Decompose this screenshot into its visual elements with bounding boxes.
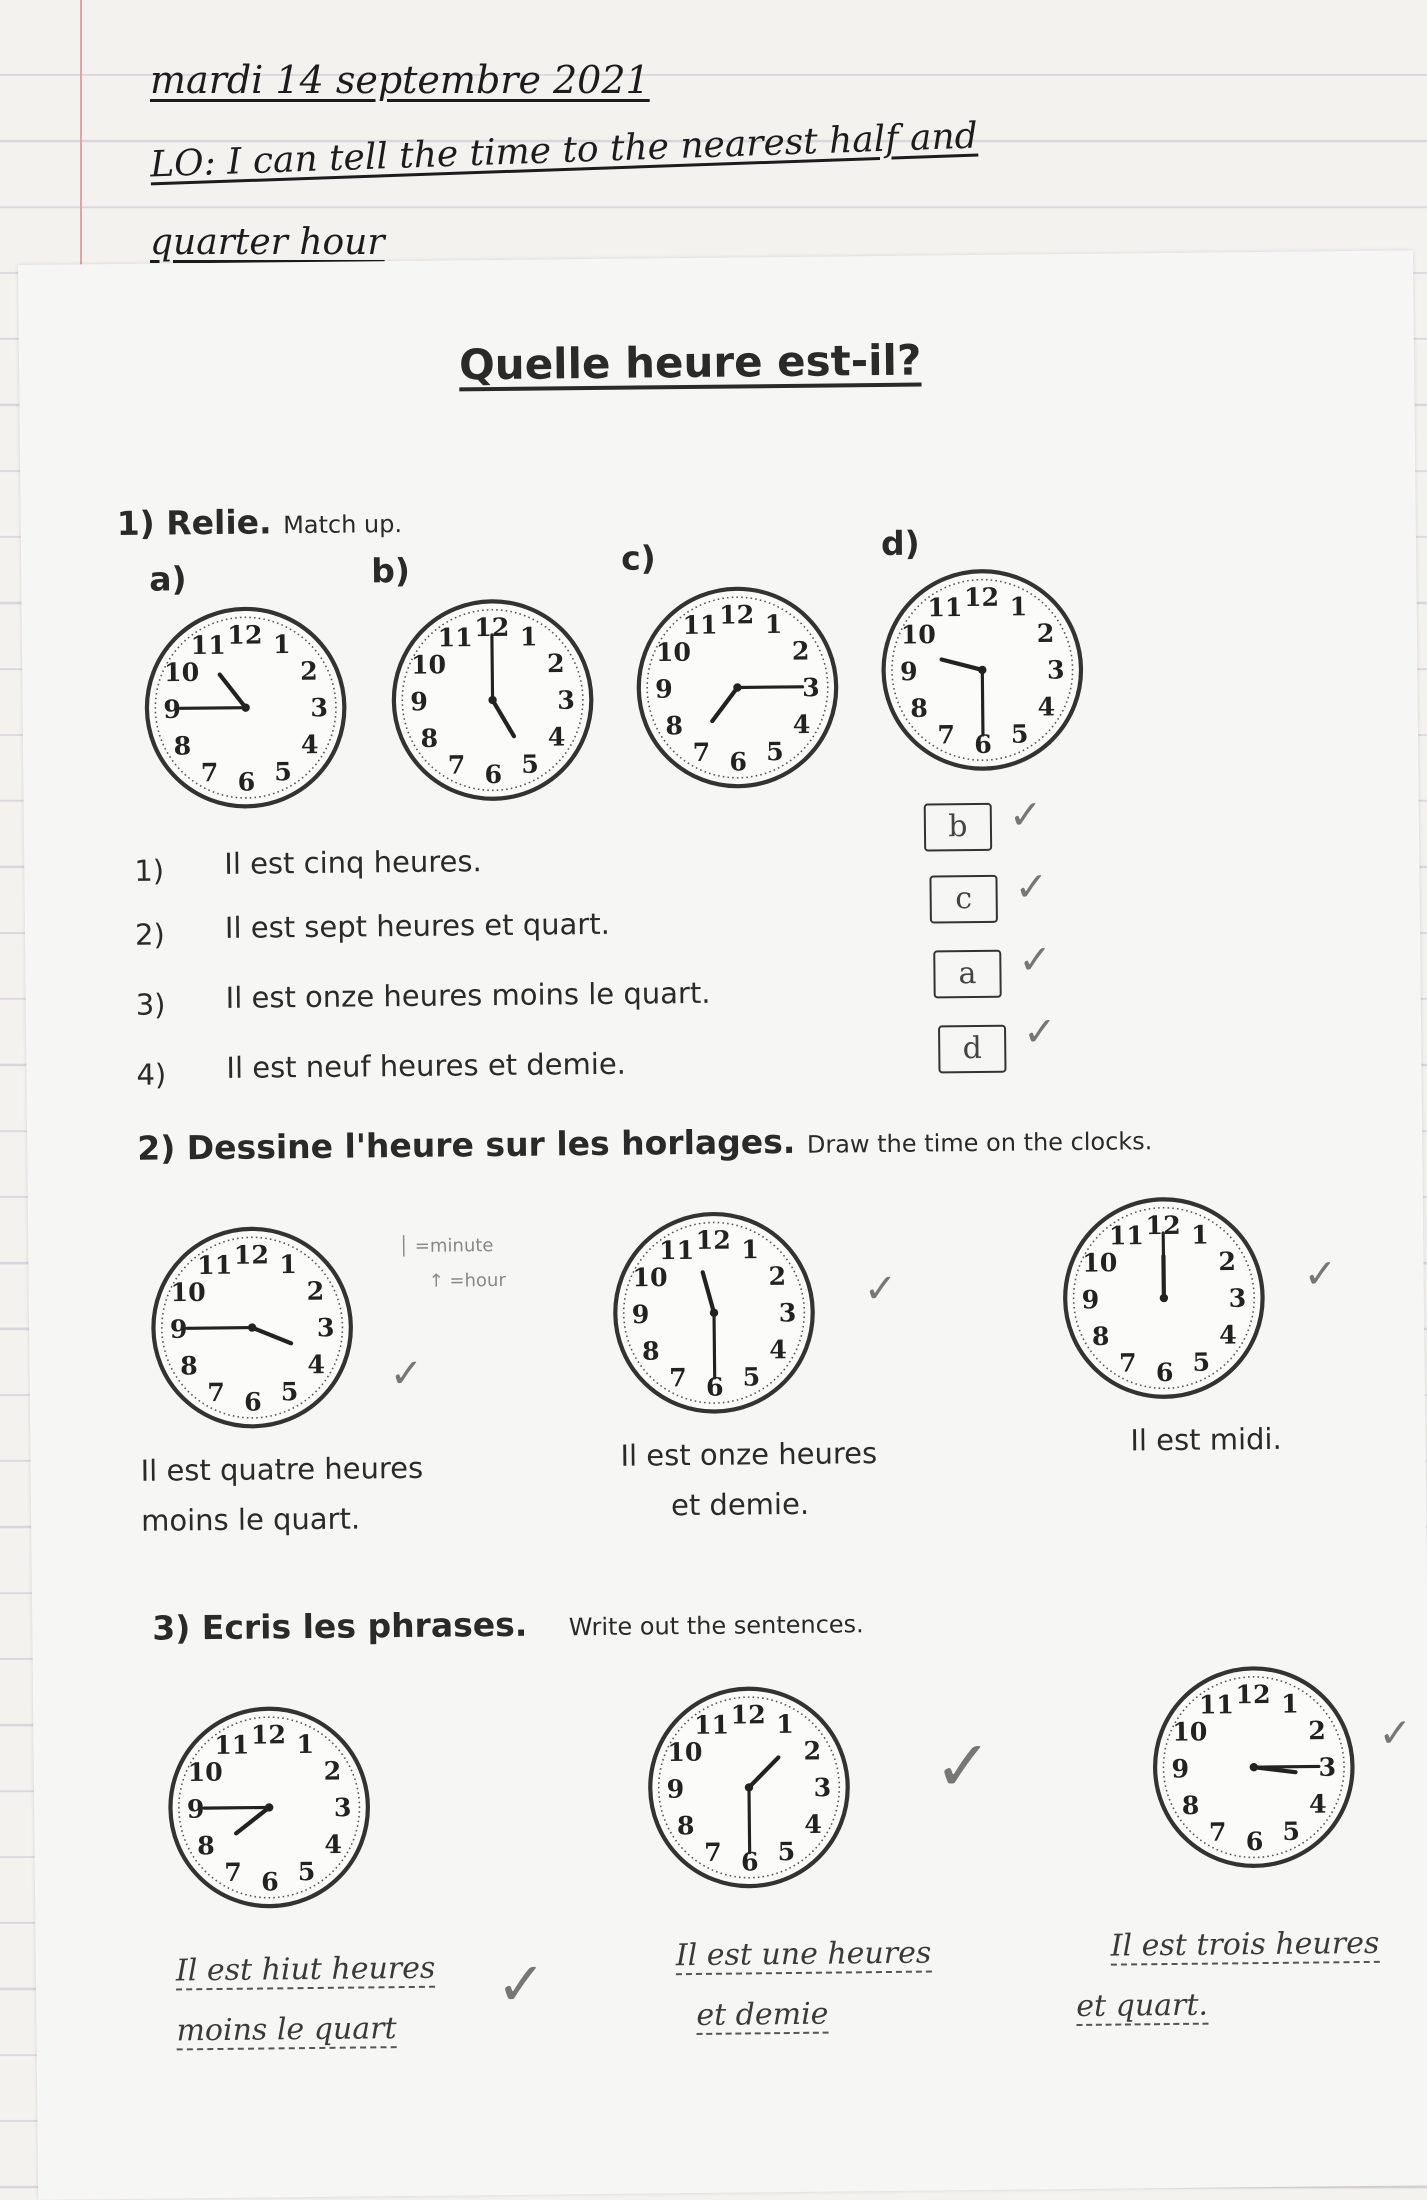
minute-hand [982,670,983,735]
clock-face-c [631,581,843,793]
clock-number: 11 [682,609,718,640]
minute-hand [204,1807,269,1808]
sentence-num-4: 4) [136,1057,167,1092]
check-mark-2: ✓ [1014,864,1049,911]
written-answer-1-line1[interactable]: Il est hiut heures [175,1950,436,1989]
clock-number: 2 [1308,1715,1326,1746]
clock-number: 8 [641,1335,660,1366]
clock-number: 8 [1091,1320,1110,1352]
clock-number: 4 [1218,1319,1237,1350]
clock-number: 12 [227,619,263,650]
clock-number: 5 [765,736,784,767]
clock-number: 10 [655,636,692,668]
clock-number: 3 [813,1772,832,1803]
clock-number: 12 [963,581,1000,613]
clock-number: 8 [420,722,439,754]
clock-number: 1 [1191,1219,1209,1250]
clock-number: 2 [768,1260,787,1291]
clock-number: 8 [196,1830,215,1861]
clock-label-d: d) [880,523,920,563]
legend-minute: │ =minute [398,1235,494,1258]
clock-number: 12 [1145,1209,1181,1241]
section3-subheading: Write out the sentences. [568,1610,864,1642]
legend-hour: ↑ =hour [428,1269,506,1292]
clock-number: 9 [631,1298,650,1330]
answer-box-4[interactable]: d [938,1025,1006,1074]
sentence-num-2: 2) [134,917,165,952]
answer-box-3[interactable]: a [933,950,1001,999]
caption-2-line1: Il est onze heures [620,1436,878,1473]
caption-3-line1: Il est midi. [1130,1421,1282,1458]
check-mark-drawn-1: ✓ [389,1350,424,1398]
clock-label-b: b) [371,550,411,591]
clock-number: 2 [306,1275,325,1306]
clock-number: 4 [300,729,319,760]
clock-number: 9 [169,1313,188,1344]
clock-number: 10 [163,656,200,688]
clock-number: 5 [274,756,292,787]
date-heading: mardi 14 septembre 2021 [150,58,650,102]
clock-number: 10 [170,1276,206,1308]
clock-face-b [386,594,598,806]
clock-number: 11 [693,1709,730,1740]
sentence-2: Il est sept heures et quart. [224,906,610,945]
check-mark-drawn-3: ✓ [1303,1251,1338,1298]
clock-number: 3 [1046,654,1065,685]
answer-box-2[interactable]: c [929,875,997,924]
sentence-4: Il est neuf heures et demie. [226,1046,627,1085]
clock-number: 5 [280,1376,299,1407]
drawn-clock-1 [146,1222,358,1434]
clock-number: 4 [1308,1788,1327,1819]
clock-number: 6 [729,746,748,777]
section3-heading: 3) Ecris les phrases. Write out the sentences. [152,1604,864,1648]
exercise-clock-3 [1148,1661,1360,1873]
check-mark-ex-3: ✓ [1378,1710,1413,1757]
caption-1-line2: moins le quart. [140,1501,361,1538]
clock-number: 3 [802,672,820,703]
clock-number: 6 [243,1386,262,1417]
exercise-clock-1 [163,1701,375,1913]
clock-number: 12 [730,1699,766,1730]
minute-hand [749,1787,750,1852]
clock-number: 8 [665,710,684,741]
clock-number: 5 [777,1836,796,1867]
clock-number: 2 [323,1755,342,1786]
clock-number: 5 [1192,1346,1211,1377]
check-mark-ex-1: ✓ [495,1949,547,2021]
clock-number: 6 [1245,1825,1264,1857]
clock-number: 11 [927,591,963,623]
sentence-1: Il est cinq heures. [224,844,482,881]
clock-number: 3 [333,1792,352,1823]
minute-hand [187,1328,252,1329]
worksheet-title: Quelle heure est-il? [458,335,922,390]
clock-number: 5 [297,1856,316,1887]
clock-number: 10 [410,649,447,680]
clock-number: 12 [250,1719,287,1750]
clock-number: 6 [974,728,992,759]
exercise-clock-2 [643,1681,855,1893]
written-answer-2-line1[interactable]: Il est une heures [675,1935,932,1974]
clock-number: 3 [310,692,329,723]
clock-label-a: a) [149,559,187,599]
clock-number: 12 [233,1239,270,1270]
clock-number: 2 [546,647,565,679]
written-answer-1-line2[interactable]: moins le quart [176,2011,397,2049]
clock-number: 6 [740,1846,759,1877]
section1-heading: 1) Relie. Match up. [116,502,403,543]
clock-number: 11 [197,1249,233,1280]
minute-hand [181,708,246,709]
clock-number: 1 [296,1728,315,1759]
clock-number: 3 [778,1297,797,1328]
minute-hand [714,1313,715,1378]
check-mark-ex-2: ✓ [933,1724,993,1808]
clock-number: 8 [910,692,928,723]
clock-number: 1 [519,621,538,652]
clock-number: 12 [695,1224,731,1255]
worksheet [18,250,1427,2200]
clock-number: 3 [1228,1282,1247,1313]
clock-number: 7 [703,1836,722,1868]
clock-number: 8 [676,1810,695,1841]
clock-number: 7 [937,719,956,750]
sentence-num-1: 1) [134,853,165,888]
clock-number: 6 [1155,1356,1174,1388]
minute-hand [737,687,802,688]
clock-number: 8 [173,730,192,761]
clock-number: 7 [447,749,466,780]
check-mark-4: ✓ [1022,1009,1057,1056]
clock-number: 1 [279,1248,298,1280]
clock-number: 10 [187,1756,223,1788]
clock-number: 2 [791,635,810,666]
clock-number: 2 [803,1735,822,1766]
clock-number: 7 [207,1376,225,1408]
caption-1-line1: Il est quatre heures [140,1450,424,1488]
clock-number: 10 [1172,1716,1208,1747]
clock-number: 5 [1282,1815,1301,1846]
clock-number: 11 [437,622,473,653]
clock-number: 11 [658,1234,695,1266]
clock-number: 4 [324,1828,343,1860]
check-mark-drawn-2: ✓ [863,1265,898,1313]
clock-face-d [876,564,1088,776]
clock-number: 1 [764,608,783,639]
clock-number: 9 [163,693,182,724]
answer-box-1[interactable]: b [924,803,992,852]
clock-number: 2 [1218,1246,1237,1277]
section2-subheading: Draw the time on the clocks. [806,1127,1153,1159]
clock-number: 2 [299,655,318,686]
clock-number: 11 [1198,1689,1235,1720]
sentence-num-3: 3) [135,987,166,1022]
clock-number: 6 [237,766,256,797]
minute-hand [492,635,493,700]
clock-number: 11 [1108,1220,1145,1251]
clock-number: 7 [1118,1347,1137,1378]
clock-number: 7 [669,1362,687,1393]
clock-number: 8 [1181,1789,1200,1821]
clock-number: 7 [1208,1816,1227,1847]
clock-label-c: c) [620,538,656,578]
clock-number: 12 [719,599,755,630]
clock-number: 6 [484,758,503,790]
clock-number: 3 [316,1312,335,1343]
clock-number: 9 [1081,1284,1100,1315]
clock-number: 7 [200,757,219,788]
clock-number: 4 [307,1349,326,1380]
clock-number: 9 [1171,1753,1190,1784]
drawn-clock-3 [1058,1192,1270,1404]
check-mark-3: ✓ [1018,937,1053,984]
clock-number: 1 [741,1234,760,1265]
clock-number: 7 [224,1856,243,1888]
clock-number: 4 [792,708,811,740]
clock-number: 6 [261,1866,279,1897]
learning-objective-line2: quarter hour [150,222,385,263]
clock-number: 12 [474,611,510,643]
check-mark-1: ✓ [1008,792,1043,839]
clock-number: 11 [214,1729,250,1760]
clock-number: 9 [666,1773,685,1804]
clock-number: 2 [1036,617,1055,649]
clock-number: 10 [1082,1247,1118,1278]
written-answer-3-line1[interactable]: Il est trois heures [1110,1925,1380,1964]
clock-number: 11 [190,629,226,661]
clock-number: 10 [632,1261,668,1293]
clock-number: 9 [410,686,429,717]
clock-face-a [140,602,352,814]
clock-number: 4 [804,1808,822,1840]
clock-number: 5 [521,748,539,779]
clock-number: 1 [272,628,291,660]
clock-number: 9 [899,656,918,687]
clock-number: 9 [655,673,673,704]
clock-number: 5 [742,1361,761,1392]
section1-subheading: Match up. [282,509,403,540]
clock-number: 1 [776,1708,794,1739]
section2-heading: 2) Dessine l'heure sur les horlages. Draw the time on the clocks. [137,1121,1153,1168]
clock-number: 8 [179,1350,198,1381]
caption-2-line2: et demie. [670,1486,810,1523]
clock-number: 1 [1280,1688,1299,1719]
clock-number: 3 [1318,1751,1337,1782]
clock-number: 3 [557,684,576,715]
clock-number: 7 [692,736,711,768]
clock-number: 4 [769,1334,787,1365]
clock-number: 12 [1235,1678,1271,1710]
sentence-3: Il est onze heures moins le quart. [225,975,711,1015]
clock-number: 10 [900,619,936,650]
clock-number: 6 [705,1371,724,1402]
learning-objective-line1: LO: I can tell the time to the nearest half and [149,115,979,186]
written-answer-3-line2[interactable]: et quart. [1076,1987,1209,2025]
clock-number: 1 [1009,591,1028,622]
written-answer-2-line2[interactable]: et demie [696,1996,829,2033]
clock-number: 9 [186,1793,205,1824]
clock-number: 10 [667,1736,703,1767]
clock-number: 4 [1037,691,1056,722]
drawn-clock-2 [608,1207,820,1419]
clock-number: 4 [547,721,566,752]
clock-number: 5 [1010,718,1029,749]
